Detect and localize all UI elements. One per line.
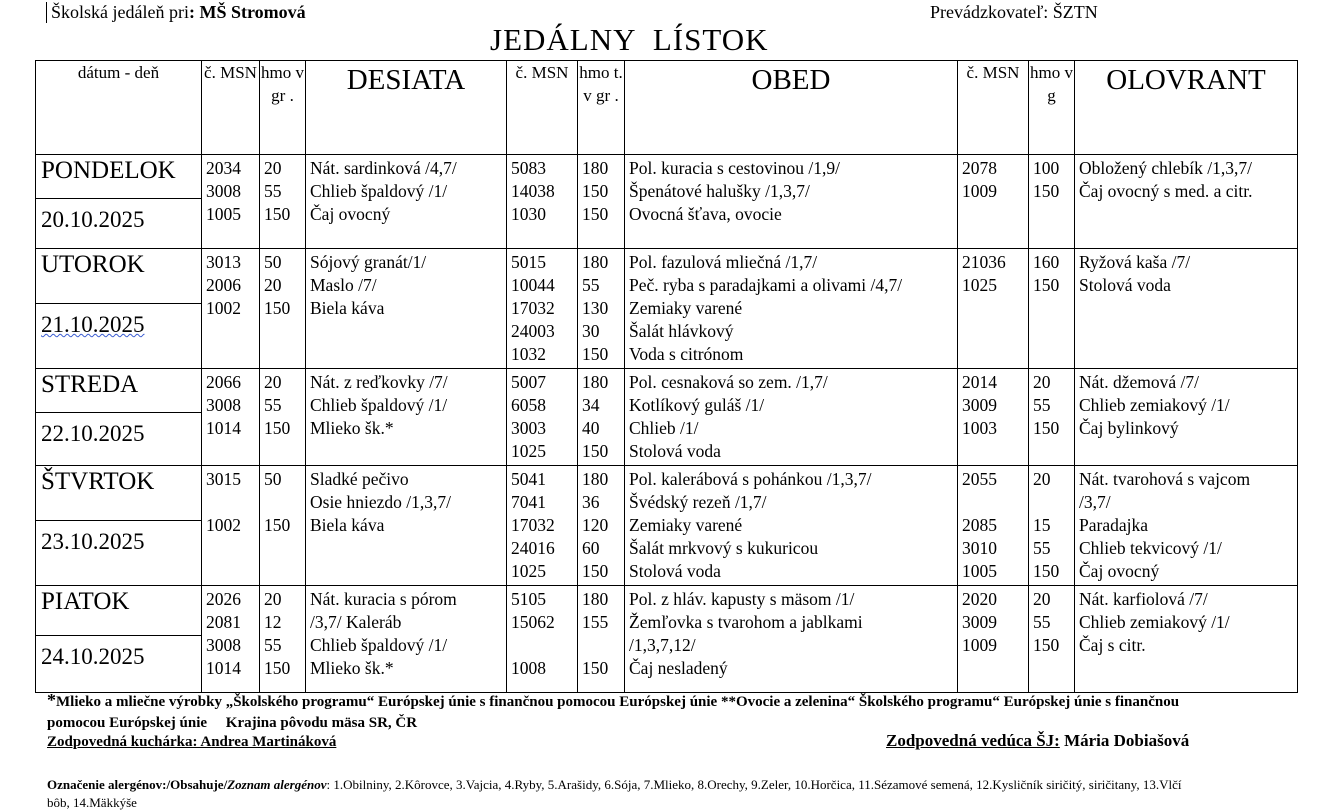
desiata-msn-cell	[202, 155, 260, 249]
msn-value: 3010	[962, 538, 997, 558]
weight-value: 150	[582, 204, 609, 224]
msn-value: 3008	[206, 635, 241, 655]
obed-msn-cell	[507, 466, 578, 586]
obed-items-cell	[625, 155, 958, 249]
menu-item: /3,7/	[1079, 492, 1111, 512]
menu-item: /1,3,7,12/	[629, 635, 696, 655]
msn-value: 14038	[511, 181, 555, 201]
weight-value: 60	[582, 538, 600, 558]
msn-value: 17032	[511, 515, 555, 535]
olovrant-weight-cell	[1029, 586, 1075, 693]
weight-value: 150	[582, 441, 609, 461]
weight-value: 50	[264, 469, 282, 489]
desiata-items-cell	[306, 586, 507, 693]
desiata-weight-cell	[260, 155, 306, 249]
weight-value: 160	[1033, 252, 1060, 272]
head-signature	[886, 731, 1189, 751]
msn-value: 1030	[511, 204, 546, 224]
msn-value: 1009	[962, 635, 997, 655]
col-olovrant: OLOVRANT	[1075, 61, 1298, 155]
olovrant-msn-cell	[958, 249, 1029, 369]
school-prefix: Školská jedáleň pri	[51, 2, 189, 22]
note-star: *	[47, 690, 56, 710]
school-header	[46, 2, 306, 23]
day-name: PIATOK	[36, 586, 201, 636]
menu-item: Obložený chlebík /1,3,7/	[1079, 158, 1253, 178]
menu-item: Čaj ovocný	[310, 204, 391, 224]
note-text: Mlieko a mliečne výrobky „Školského programu“ Európskej únie s finančnou pomocou Európskej únie **Ovocie a zelenina“ Školského programu“ Európskej únie s finančnou pomocou Európskej únie	[47, 694, 1180, 731]
weight-value: 150	[1033, 561, 1060, 581]
msn-value: 10044	[511, 275, 555, 295]
weight-value: 150	[582, 344, 609, 364]
head-name: Mária Dobiašová	[1064, 731, 1190, 750]
weight-value: 150	[582, 181, 609, 201]
msn-value: 1025	[511, 561, 546, 581]
olovrant-items-cell	[1075, 369, 1298, 466]
weight-value: 15	[1033, 515, 1051, 535]
day-cell	[36, 466, 202, 586]
olovrant-items-cell	[1075, 155, 1298, 249]
operator: Prevádzkovateľ: ŠZTN	[930, 2, 1098, 22]
desiata-weight-cell	[260, 249, 306, 369]
allergen-list: : 1.Obilniny, 2.Kôrovce, 3.Vajcia, 4.Ryby, 5.Arašidy, 6.Sója, 7.Mlieko, 8.Orechy, 9.Zeler, 10.Horčica, 11.Sézamové semená, 12.Kysličník siričitý, siričitany, 13.Vlčí bôb, 14.Mäkkýše	[47, 777, 1182, 810]
menu-item: Šalát mrkvový s kukuricou	[629, 538, 819, 558]
menu-item: Pol. kuracia s cestovinou /1,9/	[629, 158, 840, 178]
msn-value: 1005	[962, 561, 997, 581]
menu-item: Sójový granát/1/	[310, 252, 427, 272]
day-date: 20.10.2025	[41, 207, 145, 232]
desiata-items-cell	[306, 155, 507, 249]
weight-value: 130	[582, 298, 609, 318]
olovrant-weight-cell	[1029, 466, 1075, 586]
weight-value: 150	[264, 515, 291, 535]
col-desiata: DESIATA	[306, 61, 507, 155]
weight-value: 150	[1033, 275, 1060, 295]
day-cell	[36, 155, 202, 249]
weight-value: 36	[582, 492, 600, 512]
msn-value: 1008	[511, 658, 546, 678]
menu-item: Pol. cesnaková so zem. /1,7/	[629, 372, 828, 392]
olovrant-weight-cell	[1029, 155, 1075, 249]
msn-value: 15062	[511, 612, 555, 632]
msn-value: 17032	[511, 298, 555, 318]
msn-value: 5105	[511, 589, 546, 609]
msn-value	[206, 491, 255, 514]
msn-value	[962, 491, 1024, 514]
msn-value: 5041	[511, 469, 546, 489]
menu-item: Ryžová kaša /7/	[1079, 252, 1191, 272]
menu-item: Voda s citrónom	[629, 344, 744, 364]
day-row	[36, 586, 1298, 693]
obed-weight-cell	[578, 155, 625, 249]
msn-value: 6058	[511, 395, 546, 415]
menu-item: Chlieb špaldový /1/	[310, 395, 448, 415]
menu-item: Špenátové halušky /1,3,7/	[629, 181, 810, 201]
day-name: UTOROK	[36, 249, 201, 304]
msn-value	[511, 634, 573, 657]
weight-value	[1033, 491, 1070, 514]
col-date: dátum - deň	[36, 61, 202, 155]
weight-value: 150	[1033, 635, 1060, 655]
menu-item: Ovocná šťava, ovocie	[629, 204, 782, 224]
obed-msn-cell	[507, 155, 578, 249]
col-msn-obed: č. MSN	[507, 61, 578, 155]
msn-value: 2034	[206, 158, 241, 178]
desiata-weight-cell	[260, 586, 306, 693]
weight-value: 150	[264, 658, 291, 678]
msn-value: 24003	[511, 321, 555, 341]
menu-item: Chlieb tekvicový /1/	[1079, 538, 1222, 558]
cook-signature: Zodpovedná kuchárka: Andrea Martináková	[47, 734, 337, 750]
obed-weight-cell	[578, 249, 625, 369]
menu-item: Nát. z reďkovky /7/	[310, 372, 448, 392]
desiata-items-cell	[306, 249, 507, 369]
day-name: STREDA	[36, 369, 201, 413]
allergen-label: Označenie alergénov:/Obsahuje/	[47, 777, 228, 792]
menu-item: Pol. kalerábová s pohánkou /1,3,7/	[629, 469, 872, 489]
weight-value: 40	[582, 418, 600, 438]
msn-value: 3013	[206, 252, 241, 272]
msn-value: 1025	[511, 441, 546, 461]
weight-value: 150	[264, 204, 291, 224]
day-name: ŠTVRTOK	[36, 466, 201, 521]
weight-value: 55	[1033, 612, 1051, 632]
olovrant-msn-cell	[958, 466, 1029, 586]
weight-value: 20	[1033, 372, 1051, 392]
day-row	[36, 249, 1298, 369]
olovrant-msn-cell	[958, 155, 1029, 249]
desiata-msn-cell	[202, 586, 260, 693]
menu-item: Biela káva	[310, 515, 385, 535]
allergen-legend	[47, 776, 1187, 812]
menu-item: Biela káva	[310, 298, 385, 318]
school-name: : MŠ Stromová	[188, 2, 306, 22]
menu-item: Nát. kuracia s pórom	[310, 589, 457, 609]
obed-msn-cell	[507, 249, 578, 369]
msn-value: 1003	[962, 418, 997, 438]
menu-item: Nát. sardinková /4,7/	[310, 158, 457, 178]
menu-item: Čaj ovocný	[1079, 561, 1160, 581]
msn-value: 21036	[962, 252, 1006, 272]
menu-item: Chlieb zemiakový /1/	[1079, 395, 1230, 415]
weight-value: 100	[1033, 158, 1060, 178]
menu-item: Zemiaky varené	[629, 298, 743, 318]
desiata-items-cell	[306, 466, 507, 586]
msn-value: 1009	[962, 181, 997, 201]
msn-value: 1002	[206, 515, 241, 535]
day-row	[36, 155, 1298, 249]
msn-value: 5007	[511, 372, 546, 392]
obed-items-cell	[625, 466, 958, 586]
weight-value: 20	[264, 589, 282, 609]
day-cell	[36, 586, 202, 693]
day-name: PONDELOK	[36, 155, 201, 199]
olovrant-items-cell	[1075, 586, 1298, 693]
weight-value: 180	[582, 158, 609, 178]
weight-value: 120	[582, 515, 609, 535]
day-date: 24.10.2025	[41, 644, 145, 669]
obed-items-cell	[625, 369, 958, 466]
msn-value: 3009	[962, 395, 997, 415]
weight-value: 20	[264, 158, 282, 178]
msn-value: 1005	[206, 204, 241, 224]
olovrant-items-cell	[1075, 249, 1298, 369]
msn-value: 3003	[511, 418, 546, 438]
olovrant-msn-cell	[958, 586, 1029, 693]
menu-item: Peč. ryba s paradajkami a olivami /4,7/	[629, 275, 903, 295]
weight-value: 150	[264, 298, 291, 318]
olovrant-items-cell	[1075, 466, 1298, 586]
weight-value: 150	[582, 658, 609, 678]
col-weight-desiata: hmo v gr .	[260, 61, 306, 155]
msn-value: 5083	[511, 158, 546, 178]
weight-value: 20	[1033, 469, 1051, 489]
menu-item: Pol. fazulová mliečná /1,7/	[629, 252, 818, 272]
msn-value: 5015	[511, 252, 546, 272]
weight-value: 50	[264, 252, 282, 272]
obed-items-cell	[625, 249, 958, 369]
menu-item: Osie hniezdo /1,3,7/	[310, 492, 451, 512]
msn-value: 2066	[206, 372, 241, 392]
menu-item: Chlieb špaldový /1/	[310, 635, 448, 655]
weight-value: 12	[264, 612, 282, 632]
menu-item: Mlieko šk.*	[310, 418, 394, 438]
msn-value: 2006	[206, 275, 241, 295]
msn-value: 2026	[206, 589, 241, 609]
menu-item: Stolová voda	[629, 561, 721, 581]
col-msn-olovrant: č. MSN	[958, 61, 1029, 155]
menu-item: Pol. z hláv. kapusty s mäsom /1/	[629, 589, 855, 609]
msn-value: 2085	[962, 515, 997, 535]
weight-value: 55	[264, 395, 282, 415]
msn-value: 1014	[206, 658, 241, 678]
obed-weight-cell	[578, 369, 625, 466]
weight-value: 20	[264, 372, 282, 392]
olovrant-weight-cell	[1029, 249, 1075, 369]
weight-value: 55	[264, 181, 282, 201]
msn-value: 1032	[511, 344, 546, 364]
menu-item: Nát. tvarohová s vajcom	[1079, 469, 1251, 489]
menu-item: Čaj bylinkový	[1079, 418, 1179, 438]
day-cell	[36, 369, 202, 466]
col-obed: OBED	[625, 61, 958, 155]
origin-note: Krajina pôvodu mäsa SR, ČR	[225, 715, 418, 731]
desiata-items-cell	[306, 369, 507, 466]
msn-value: 3009	[962, 612, 997, 632]
col-weight-olovrant: hmo v g	[1029, 61, 1075, 155]
msn-value: 3008	[206, 395, 241, 415]
menu-item: Čaj nesladený	[629, 658, 728, 678]
msn-value: 2081	[206, 612, 241, 632]
day-row	[36, 369, 1298, 466]
weight-value: 180	[582, 372, 609, 392]
desiata-msn-cell	[202, 466, 260, 586]
menu-item: Maslo /7/	[310, 275, 377, 295]
day-date: 22.10.2025	[41, 421, 145, 446]
desiata-weight-cell	[260, 369, 306, 466]
obed-items-cell	[625, 586, 958, 693]
msn-value: 2078	[962, 158, 997, 178]
menu-item: Čaj s citr.	[1079, 635, 1146, 655]
menu-item: Paradajka	[1079, 515, 1148, 535]
menu-item: Sladké pečivo	[310, 469, 409, 489]
msn-value: 2014	[962, 372, 997, 392]
weight-value: 155	[582, 612, 609, 632]
olovrant-msn-cell	[958, 369, 1029, 466]
obed-weight-cell	[578, 586, 625, 693]
weight-value: 180	[582, 252, 609, 272]
olovrant-weight-cell	[1029, 369, 1075, 466]
col-weight-obed: hmo t. v gr .	[578, 61, 625, 155]
msn-value: 1014	[206, 418, 241, 438]
msn-value: 2055	[962, 469, 997, 489]
day-cell	[36, 249, 202, 369]
weight-value: 30	[582, 321, 600, 341]
weight-value: 150	[582, 561, 609, 581]
header-row	[36, 61, 1298, 155]
menu-item: Stolová voda	[1079, 275, 1171, 295]
day-date: 23.10.2025	[41, 529, 145, 554]
col-msn-desiata: č. MSN	[202, 61, 260, 155]
weight-value: 55	[264, 635, 282, 655]
desiata-weight-cell	[260, 466, 306, 586]
weight-value	[582, 634, 620, 657]
menu-item: Nát. džemová /7/	[1079, 372, 1200, 392]
menu-item: Mlieko šk.*	[310, 658, 394, 678]
desiata-msn-cell	[202, 249, 260, 369]
weight-value: 150	[1033, 418, 1060, 438]
menu-item: Švédský rezeň /1,7/	[629, 492, 767, 512]
page-title: JEDÁLNY LÍSTOK	[490, 22, 769, 57]
program-note	[47, 690, 1207, 734]
weight-value: 34	[582, 395, 600, 415]
obed-msn-cell	[507, 369, 578, 466]
menu-table	[35, 60, 1298, 693]
menu-item: Nát. karfiolová /7/	[1079, 589, 1208, 609]
menu-item: Zemiaky varené	[629, 515, 743, 535]
msn-value: 1025	[962, 275, 997, 295]
weight-value: 20	[1033, 589, 1051, 609]
weight-value: 55	[582, 275, 600, 295]
menu-item: Žemľovka s tvarohom a jablkami	[629, 612, 863, 632]
msn-value: 1002	[206, 298, 241, 318]
weight-value: 180	[582, 469, 609, 489]
msn-value: 3015	[206, 469, 241, 489]
weight-value: 20	[264, 275, 282, 295]
menu-item: Šalát hlávkový	[629, 321, 734, 341]
msn-value: 3008	[206, 181, 241, 201]
menu-item: Chlieb špaldový /1/	[310, 181, 448, 201]
obed-weight-cell	[578, 466, 625, 586]
msn-value: 24016	[511, 538, 555, 558]
menu-item: /3,7/ Kaleráb	[310, 612, 402, 632]
weight-value: 150	[264, 418, 291, 438]
weight-value: 180	[582, 589, 609, 609]
desiata-msn-cell	[202, 369, 260, 466]
obed-msn-cell	[507, 586, 578, 693]
menu-item: Chlieb zemiakový /1/	[1079, 612, 1230, 632]
menu-item: Chlieb /1/	[629, 418, 699, 438]
weight-value	[264, 491, 301, 514]
weight-value: 150	[1033, 181, 1060, 201]
weight-value: 55	[1033, 538, 1051, 558]
menu-item: Čaj ovocný s med. a citr.	[1079, 181, 1253, 201]
msn-value: 7041	[511, 492, 546, 512]
msn-value: 2020	[962, 589, 997, 609]
head-label: Zodpovedná vedúca ŠJ:	[886, 731, 1060, 750]
menu-item: Kotlíkový guláš /1/	[629, 395, 765, 415]
weight-value: 55	[1033, 395, 1051, 415]
allergen-label-italic: Zoznam alergénov	[227, 777, 327, 792]
day-date: 21.10.2025	[41, 312, 145, 337]
menu-item: Stolová voda	[629, 441, 721, 461]
day-row	[36, 466, 1298, 586]
